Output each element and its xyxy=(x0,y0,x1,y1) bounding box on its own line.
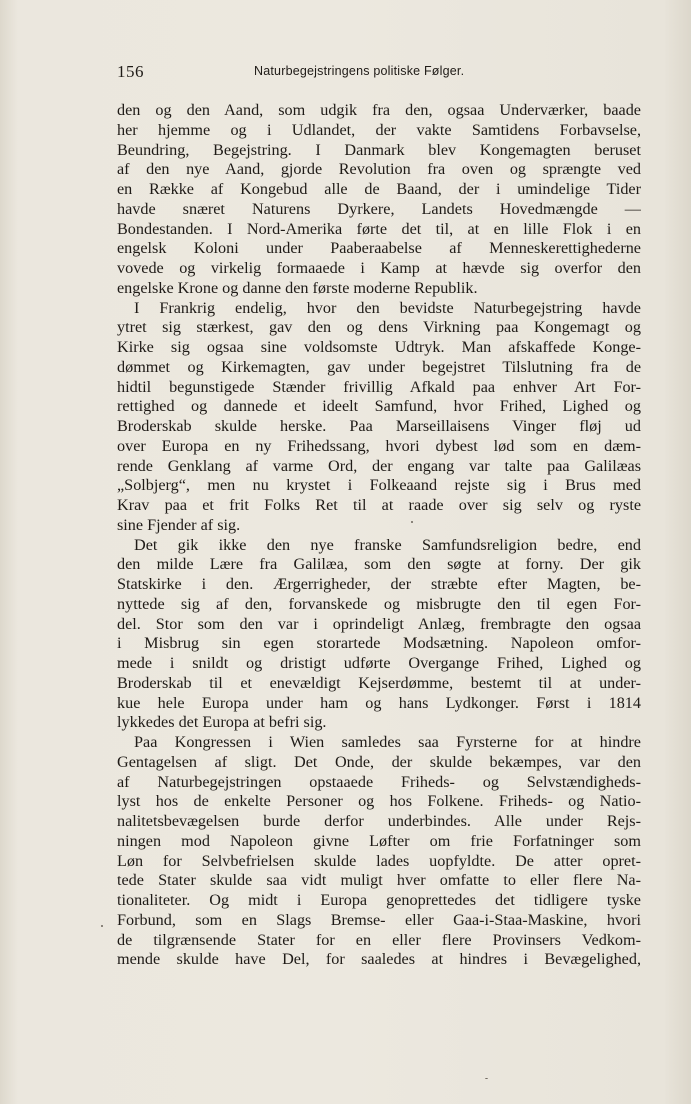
text-line: Broderskab til et enevældigt Kejserdømme, bestemt til at under- xyxy=(117,673,641,692)
running-title: Naturbegejstringens politiske Følger. xyxy=(254,64,465,78)
text-line: lyst hos de enkelte Personer og hos Folkene. Friheds- og Natio- xyxy=(117,792,641,811)
paper-speck xyxy=(411,521,413,523)
page-number: 156 xyxy=(117,62,144,81)
text-line: mende skulde have Del, for saaledes at hindres i Bevægelighed, xyxy=(117,950,641,969)
paper-speck xyxy=(485,1078,488,1079)
paragraph-start-line: Paa Kongressen i Wien samledes saa Fyrsterne for at hindre xyxy=(134,733,641,751)
text-line: de tilgrænsende Stater for en eller flere Provinsers Vedkom- xyxy=(117,930,641,949)
text-line: vovede og virkelig formaaede i Kamp at hævde sig overfor den xyxy=(117,259,641,277)
text-line: rende Genklang af varme Ord, der engang var talte paa Galilæas xyxy=(117,456,641,475)
paper-speck xyxy=(101,925,103,927)
text-line: Gentagelsen af sligt. Det Onde, der skulde bekæmpes, var den xyxy=(117,752,641,771)
text-line: tionaliteter. Og midt i Europa genoprettedes det tidligere tyske xyxy=(117,891,641,909)
text-line: nalitetsbevægelsen burde derfor underbindes. Alle under Rejs- xyxy=(117,812,641,830)
text-line: rettighed og dannede et ideelt Samfund, hvor Frihed, Lighed og xyxy=(117,397,641,416)
text-line: dømmet og Kirkemagten, gav under begejstret Tilslutning fra de xyxy=(117,357,641,376)
text-line: over Europa en ny Frihedssang, hvori dybest lød som en dæm- xyxy=(117,436,641,455)
text-line: Forbund, som en Slags Bremse- eller Gaa-i-Staa-Maskine, hvori xyxy=(117,910,641,929)
text-line: Løn for Selvbefrielsen skulde lades uopfyldte. De atter opret- xyxy=(117,851,641,870)
text-line: Broderskab skulde herske. Paa Marseillaisens Vinger fløj ud xyxy=(117,417,641,435)
text-line: kue hele Europa under ham og hans Lydkonger. Først i 1814 xyxy=(117,693,641,712)
text-line: den og den Aand, som udgik fra den, ogsaa Underværker, baade xyxy=(117,101,641,119)
text-line: af Naturbegejstringen opstaaede Friheds- og Selvstændigheds- xyxy=(117,772,641,791)
paragraph-start-line: Det gik ikke den nye franske Samfundsreligion bedre, end xyxy=(134,535,641,554)
paragraph-start-line: I Frankrig endelig, hvor den bevidste Naturbegejstring havde xyxy=(134,298,641,317)
text-line: her hjemme og i Udlandet, der vakte Samtidens Forbavselse, xyxy=(117,120,641,139)
text-line: tede Stater skulde saa vidt muligt hver omfatte to eller flere Na- xyxy=(117,871,641,890)
text-line: ytret sig stærkest, gav den og dens Virkning paa Kongemagt og xyxy=(117,318,641,337)
text-line: Bondestanden. I Nord-Amerika førte det til, at en lille Flok i en xyxy=(117,219,641,238)
text-line: en Række af Kongebud alle de Baand, der i umindelige Tider xyxy=(117,180,641,198)
text-line: Beundring, Begejstring. I Danmark blev Kongemagten beruset xyxy=(117,140,641,159)
text-line: af den nye Aand, gjorde Revolution fra oven og sprængte ved xyxy=(117,160,641,179)
text-line: del. Stor som den var i oprindeligt Anlæg, frembragte den ogsaa xyxy=(117,614,641,633)
text-line: havde snæret Naturens Dyrkere, Landets Hovedmængde — xyxy=(117,199,641,218)
text-line: mede i snildt og dristigt udførte Overgange Frihed, Lighed og xyxy=(117,654,641,672)
text-line: sine Fjender af sig. xyxy=(117,515,241,534)
body-text xyxy=(117,101,641,970)
text-line: nyttede sig af den, forvanskede og misbrugte den til egen For- xyxy=(117,594,641,613)
text-line: hidtil begunstigede Stænder frivillig Afkald paa enhver Art For- xyxy=(117,377,641,396)
page-header xyxy=(117,62,641,84)
text-line: lykkedes det Europa at befri sig. xyxy=(117,713,327,732)
text-line: Krav paa et frit Folks Ret til at raade over sig selv og ryste xyxy=(117,496,641,514)
text-line: ningen mod Napoleon givne Løfter om frie Forfatninger som xyxy=(117,831,641,850)
text-line: „Solbjerg“, men nu krystet i Folkeaand rejste sig i Brus med xyxy=(117,476,641,495)
text-line: engelsk Koloni under Paaberaabelse af Menneskerettighederne xyxy=(117,239,641,258)
text-line: Kirke sig ogsaa sine voldsomste Udtryk. Man afskaffede Konge- xyxy=(117,338,641,356)
text-line: engelske Krone og danne den første moderne Republik. xyxy=(117,278,478,297)
text-line: den milde Lære fra Galilæa, som den søgte at forny. Der gik xyxy=(117,555,641,574)
text-line: Statskirke i den. Ærgerrigheder, der stræbte efter Magten, be- xyxy=(117,575,641,593)
text-line: i Misbrug sin egen storartede Modsætning. Napoleon omfor- xyxy=(117,634,641,653)
